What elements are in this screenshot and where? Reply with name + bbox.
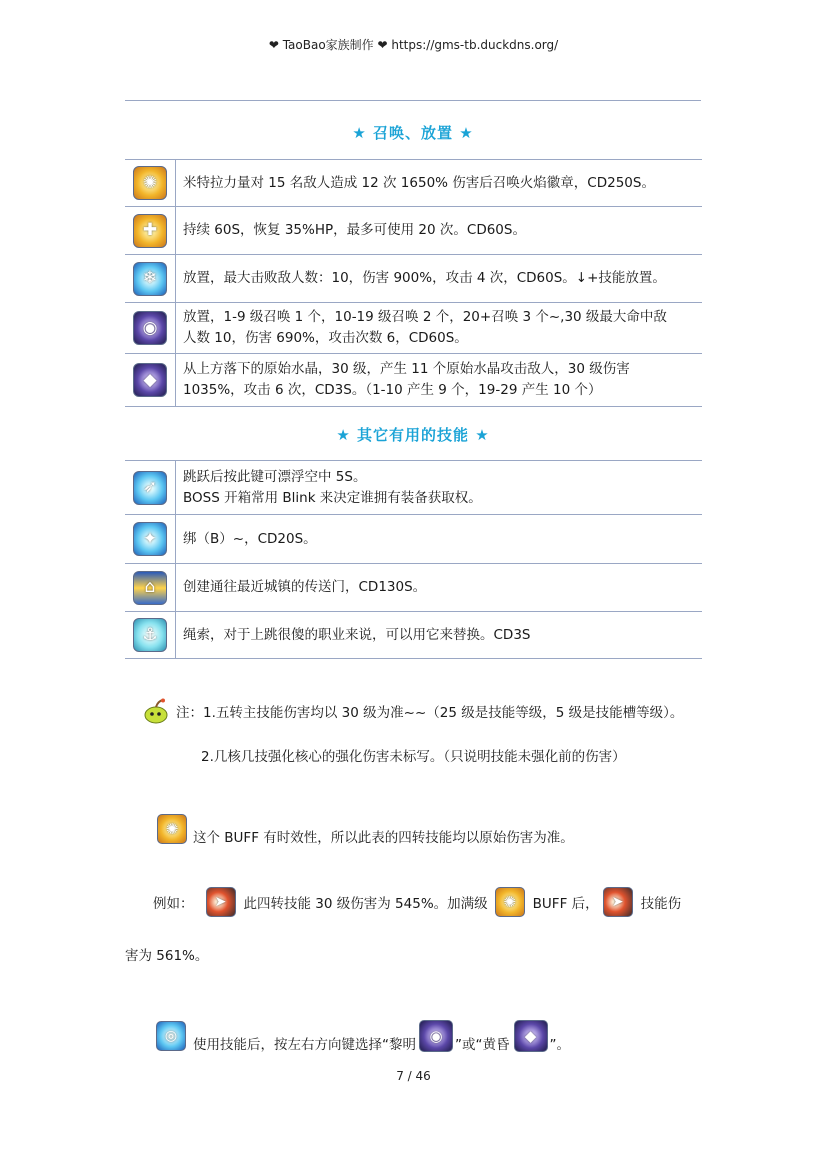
note-line-1 xyxy=(140,698,683,724)
table-row xyxy=(125,303,702,354)
usage-text-1: 使用技能后，按左右方向键选择“黎明 xyxy=(193,1037,416,1053)
skill-description: 创建通往最近城镇的传送门，CD130S。 xyxy=(183,579,427,595)
skill-description: 绑（B）~，CD20S。 xyxy=(183,530,317,547)
buff-note-text: 这个 BUFF 有时效性，所以此表的四转技能均以原始伤害为准。 xyxy=(193,830,574,846)
ice-burst-icon: ❄ xyxy=(133,262,167,296)
summon-skill-table xyxy=(125,159,702,407)
fourth-job-skill-icon: ➤ xyxy=(206,887,236,917)
table-row xyxy=(125,207,702,255)
example-text-3: 技能伤 xyxy=(640,896,682,912)
table-row xyxy=(125,160,702,207)
other-skill-table xyxy=(125,460,702,659)
portal-icon: ⌂ xyxy=(133,571,167,605)
dawn-dusk-switch-icon: ◎ xyxy=(156,1021,186,1051)
table-row xyxy=(125,612,702,659)
page-number: 7 / 46 xyxy=(396,1069,431,1083)
example-text-wrap: 害为 561%。 xyxy=(125,948,209,964)
skill-description: 绳索，对于上跳很傻的职业来说，可以用它来替换。CD3S xyxy=(183,626,531,643)
note-text-2: 2.几核几技强化核心的强化伤害未标写。（只说明技能未强化前的伤害） xyxy=(201,749,626,765)
skill-description: 持续 60S，恢复 35%HP，最多可使用 20 次。CD60S。 xyxy=(183,222,526,238)
section-title-summon: ★ 召唤、放置 ★ xyxy=(352,124,474,142)
holy-heal-icon: ✚ xyxy=(133,214,167,248)
table-row xyxy=(125,461,702,515)
top-divider xyxy=(125,100,701,101)
dark-orb-icon: ◉ xyxy=(133,311,167,345)
example-line xyxy=(153,887,681,917)
usage-text-3: ”。 xyxy=(549,1037,570,1053)
skill-description: 放置，1-9 级召唤 1 个，10-19 级召唤 2 个，20+召唤 3 个~,30 级最大命中敌 人数 10，伤害 690%，攻击次数 6，CD60S。 xyxy=(183,309,667,346)
crystal-icon: ◆ xyxy=(133,363,167,397)
buff-note-line xyxy=(157,812,574,846)
bind-icon: ✦ xyxy=(133,522,167,556)
skill-description: 从上方落下的原始水晶，30 级，产生 11 个原始水晶攻击敌人，30 级伤害 1035%，攻击 6 次，CD3S。（1-10 产生 9 个，19-29 产生 10 个） xyxy=(183,361,630,398)
usage-text-2: ”或“黄昏 xyxy=(455,1037,510,1053)
float-jump-icon: ➶ xyxy=(133,471,167,505)
note-text-1: 注：1.五转主技能伤害均以 30 级为准~~（25 级是技能等级，5 级是技能槽等级）。 xyxy=(176,705,684,721)
page-header: ❤ TaoBao家族制作 ❤ https://gms-tb.duckdns.org/ xyxy=(268,38,559,52)
usage-line xyxy=(156,1019,570,1053)
example-text-2: BUFF 后， xyxy=(532,896,599,912)
table-row xyxy=(125,564,702,612)
section-title-other: ★ 其它有用的技能 ★ xyxy=(336,426,490,444)
buff-icon: ✺ xyxy=(495,887,525,917)
fourth-job-skill-icon: ➤ xyxy=(603,887,633,917)
dusk-icon: ◆ xyxy=(514,1020,548,1052)
example-text-1: 此四转技能 30 级伤害为 545%。加满级 xyxy=(243,896,488,912)
table-row xyxy=(125,515,702,564)
flame-emblem-icon: ✺ xyxy=(133,166,167,200)
dawn-icon: ◉ xyxy=(419,1020,453,1052)
skill-description: 米特拉力量对 15 名敌人造成 12 次 1650% 伤害后召唤火焰徽章，CD250S。 xyxy=(183,174,655,191)
slime-bomb-icon xyxy=(140,698,172,724)
buff-icon: ✺ xyxy=(157,814,187,844)
table-row xyxy=(125,354,702,407)
skill-description: 放置，最大击败敌人数：10，伤害 900%，攻击 4 次，CD60S。↓+技能放置。 xyxy=(183,270,666,286)
skill-description: 跳跃后按此键可漂浮空中 5S。 BOSS 开箱常用 Blink 来决定谁拥有装备获取权。 xyxy=(183,468,482,506)
rope-icon: ⚓ xyxy=(133,618,167,652)
table-row xyxy=(125,255,702,303)
example-prefix: 例如： xyxy=(153,896,194,912)
